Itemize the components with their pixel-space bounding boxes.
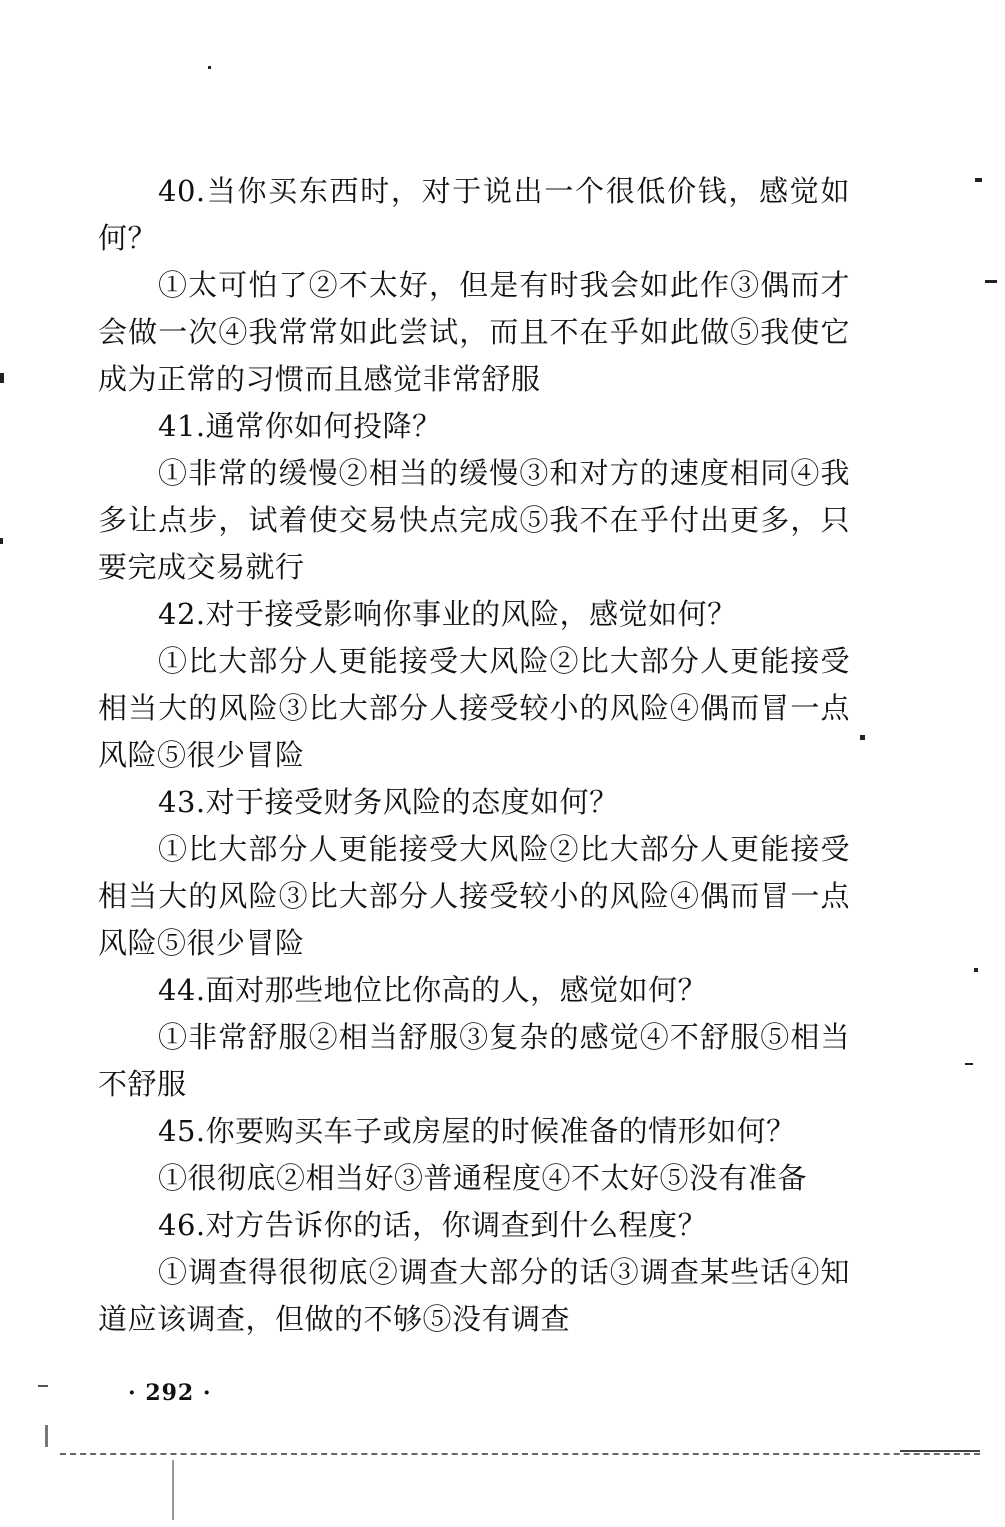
- questionnaire-text: [98, 168, 850, 1343]
- question-46: 46.对方告诉你的话，你调查到什么程度？: [158, 1208, 708, 1242]
- scan-speck: [965, 1063, 973, 1065]
- answer-41: ①非常的缓慢②相当的缓慢③和对方的速度相同④我多让点步，试着使交易快点完成⑤我不在乎付出更多，只要完成交易就行: [98, 456, 850, 584]
- bottom-rule: [60, 1453, 980, 1455]
- answer-40: ①太可怕了②不太好，但是有时我会如此作③偶而才会做一次④我常常如此尝试，而且不在乎如此做⑤我使它成为正常的习惯而且感觉非常舒服: [98, 268, 850, 396]
- page-number: · 292 ·: [128, 1380, 212, 1406]
- scan-speck: [0, 538, 3, 544]
- scan-speck: [985, 280, 997, 283]
- question-42: 42.对于接受影响你事业的风险，感觉如何？: [158, 597, 737, 631]
- scan-speck: [860, 735, 865, 740]
- answer-43: ①比大部分人更能接受大风险②比大部分人更能接受相当大的风险③比大部分人接受较小的风险④偶而冒一点风险⑤很少冒险: [98, 832, 850, 960]
- answer-46: ①调查得很彻底②调查大部分的话③调查某些话④知道应该调查，但做的不够⑤没有调查: [98, 1255, 850, 1336]
- scan-speck: [208, 66, 211, 69]
- bottom-rule-right: [900, 1450, 980, 1452]
- question-41: 41.通常你如何投降？: [158, 409, 442, 443]
- question-43: 43.对于接受财务风险的态度如何？: [158, 785, 619, 819]
- scan-speck: [974, 968, 978, 972]
- answer-45: ①很彻底②相当好③普通程度④不太好⑤没有准备: [158, 1161, 808, 1195]
- scan-speck: [172, 1460, 174, 1520]
- scan-speck: [975, 178, 982, 182]
- scan-speck: [38, 1385, 48, 1387]
- answer-44: ①非常舒服②相当舒服③复杂的感觉④不舒服⑤相当不舒服: [98, 1020, 850, 1101]
- question-44: 44.面对那些地位比你高的人，感觉如何？: [158, 973, 708, 1007]
- question-40: 40.当你买东西时，对于说出一个很低价钱，感觉如何？: [98, 174, 850, 255]
- scan-speck: [0, 373, 4, 383]
- question-45: 45.你要购买车子或房屋的时候准备的情形如何？: [158, 1114, 796, 1148]
- scan-speck: [45, 1425, 48, 1447]
- answer-42: ①比大部分人更能接受大风险②比大部分人更能接受相当大的风险③比大部分人接受较小的风险④偶而冒一点风险⑤很少冒险: [98, 644, 850, 772]
